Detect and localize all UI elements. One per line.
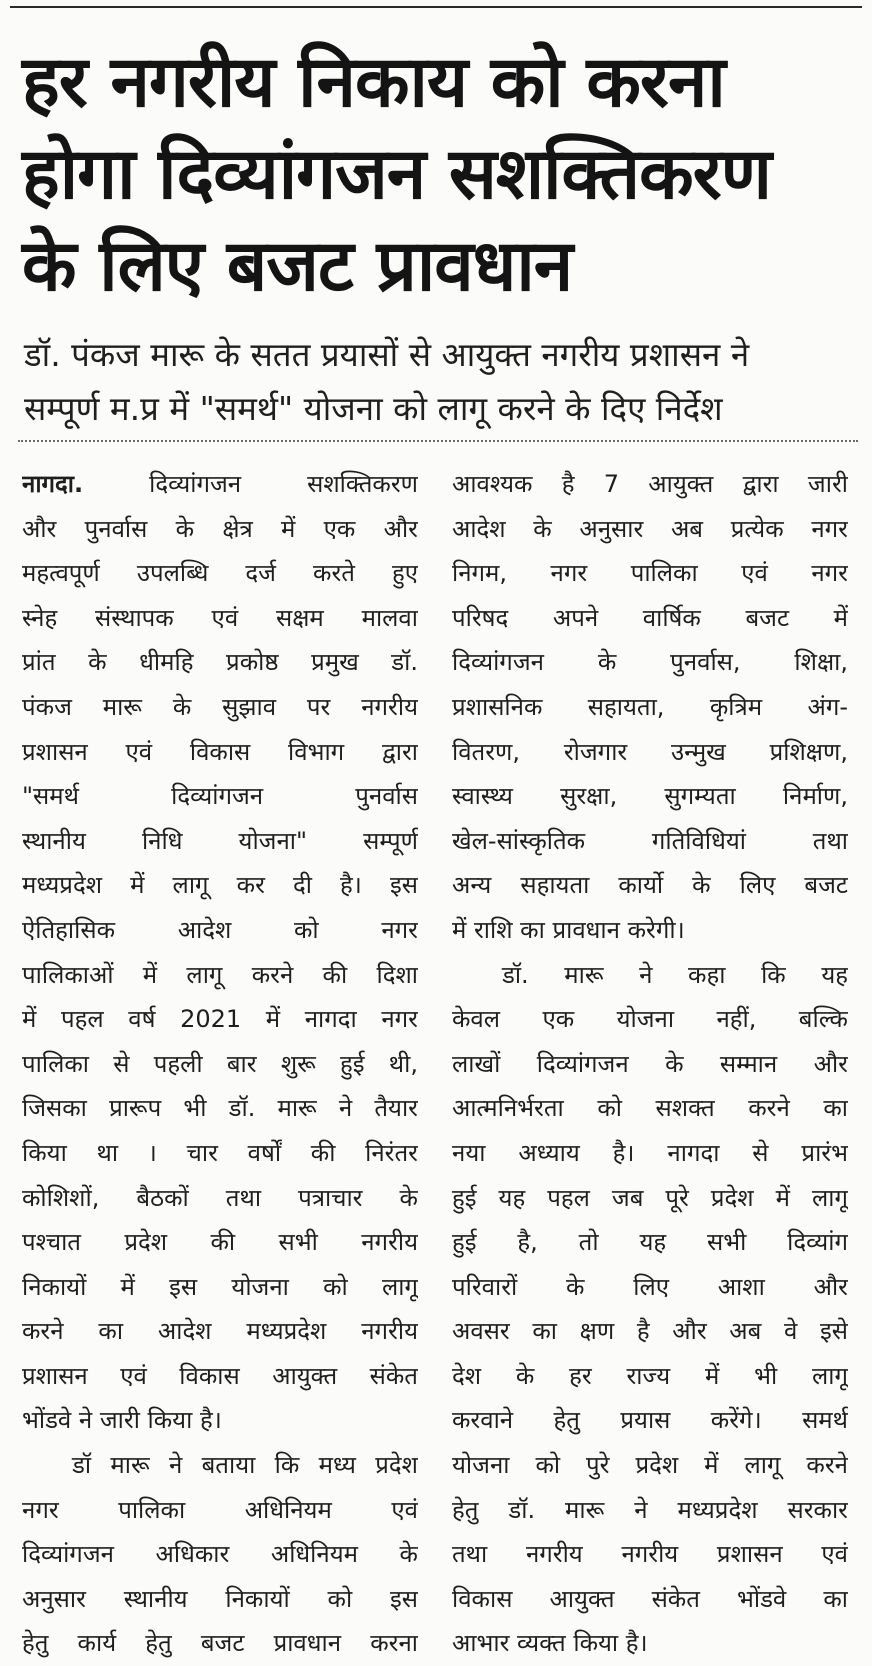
headline-line: हर नगरीय निकाय को करना	[22, 40, 725, 123]
text-line: आत्मनिर्भरता को सशक्त करने का	[452, 1094, 848, 1123]
text-line: में पहल वर्ष 2021 में नागदा नगर	[22, 1005, 418, 1034]
text-line: स्वास्थ्य सुरक्षा, सुगम्यता निर्माण,	[452, 782, 848, 811]
article-column-right	[452, 462, 848, 1666]
headline-line: के लिए बजट प्रावधान	[22, 224, 573, 307]
text-line: योजना को पुरे प्रदेश में लागू करने	[452, 1451, 848, 1480]
text-line: विकास आयुक्त संकेत भोंडवे का	[452, 1584, 848, 1613]
text-line: करने का आदेश मध्यप्रदेश नगरीय	[22, 1317, 418, 1346]
text-line: हेतु डॉ. मारू ने मध्यप्रदेश सरकार	[452, 1495, 848, 1524]
text-line: करवाने हेतु प्रयास करेंगे। समर्थ	[452, 1406, 848, 1435]
text-line: पालिकाओं में लागू करने की दिशा	[22, 960, 418, 989]
text-line: लाखों दिव्यांगजन के सम्मान और	[452, 1049, 848, 1078]
text-line: दिव्यांगजन के पुनर्वास, शिक्षा,	[452, 648, 848, 677]
text-line: मध्यप्रदेश में लागू कर दी है। इस	[22, 871, 418, 900]
text-line: डॉ मारू ने बताया कि मध्य प्रदेश	[72, 1451, 418, 1480]
text-line: आभार व्यक्त किया है।	[452, 1629, 648, 1658]
text-line: डॉ. मारू ने कहा कि यह	[502, 960, 848, 989]
text-line: निकायों में इस योजना को लागू	[22, 1272, 418, 1301]
text-line: नगर पालिका अधिनियम एवं	[22, 1495, 418, 1524]
text-line: कोशिशों, बैठकों तथा पत्राचार के	[22, 1183, 418, 1212]
text-line	[22, 462, 418, 507]
subheadline-line: डॉ. पंकज मारू के सतत प्रयासों से आयुक्त नगरीय प्रशासन ने	[24, 335, 750, 374]
text-line: पंकज मारू के सुझाव पर नगरीय	[22, 692, 418, 721]
text-line: निगम, नगर पालिका एवं नगर	[452, 559, 848, 588]
text-line: आदेश के अनुसार अब प्रत्येक नगर	[452, 514, 848, 543]
text-line: महत्वपूर्ण उपलब्धि दर्ज करते हुए	[22, 559, 418, 588]
text-line: अन्य सहायता कार्यो के लिए बजट	[452, 871, 848, 900]
headline-line: होगा दिव्यांगजन सशक्तिकरण	[22, 132, 771, 215]
text-line: नया अध्याय है। नागदा से प्रारंभ	[452, 1138, 848, 1167]
subheadline	[24, 328, 860, 436]
text-line: अनुसार स्थानीय निकायों को इस	[22, 1584, 418, 1613]
text-line: भोंडवे ने जारी किया है।	[22, 1406, 222, 1435]
subheadline-line: सम्पूर्ण म.प्र में "समर्थ" योजना को लागू करने के दिए निर्देश	[24, 389, 723, 428]
text-line: केवल एक योजना नहीं, बल्कि	[452, 1005, 848, 1034]
text-line: हेतु कार्य हेतु बजट प्रावधान करना	[22, 1629, 418, 1658]
text-line: दिव्यांगजन अधिकार अधिनियम के	[22, 1540, 418, 1569]
text-line: हुई है, तो यह सभी दिव्यांग	[452, 1228, 848, 1257]
text-line: किया था । चार वर्षों की निरंतर	[22, 1138, 418, 1167]
text-line: पालिका से पहली बार शुरू हुई थी,	[22, 1049, 418, 1078]
text-line: "समर्थ दिव्यांगजन पुनर्वास	[22, 782, 418, 811]
text-line: आवश्यक है 7 आयुक्त द्वारा जारी	[452, 470, 848, 498]
text-line: स्नेह संस्थापक एवं सक्षम मालवा	[22, 603, 418, 632]
text-line: पश्चात प्रदेश की सभी नगरीय	[22, 1228, 418, 1257]
text-line: खेल-सांस्कृतिक गतिविधियां तथा	[452, 826, 848, 855]
text-line: प्रशासन एवं विकास विभाग द्वारा	[22, 737, 418, 766]
article-column-left	[22, 462, 418, 1666]
top-rule	[10, 6, 862, 8]
text-line: और पुनर्वास के क्षेत्र में एक और	[22, 514, 418, 543]
text-line: जिसका प्रारूप भी डॉ. मारू ने तैयार	[22, 1094, 418, 1123]
text-line: परिषद अपने वार्षिक बजट में	[452, 603, 848, 632]
text-line: परिवारों के लिए आशा और	[452, 1272, 848, 1301]
text-line: ऐतिहासिक आदेश को नगर	[22, 915, 418, 944]
text-line: में राशि का प्रावधान करेगी।	[452, 915, 685, 944]
text-line: प्रांत के धीमहि प्रकोष्ठ प्रमुख डॉ.	[22, 648, 418, 677]
text-line: तथा नगरीय नगरीय प्रशासन एवं	[452, 1540, 848, 1569]
text-line: प्रशासनिक सहायता, कृत्रिम अंग-	[452, 692, 848, 721]
text-line: स्थानीय निधि योजना" सम्पूर्ण	[22, 826, 418, 855]
text-line: वितरण, रोजगार उन्मुख प्रशिक्षण,	[452, 737, 848, 766]
text-line: अवसर का क्षण है और अब वे इसे	[452, 1317, 848, 1346]
dotted-divider	[18, 440, 858, 442]
dateline: नागदा.	[22, 470, 84, 498]
text-line: हुई यह पहल जब पूरे प्रदेश में लागू	[452, 1183, 848, 1212]
text-line: देश के हर राज्य में भी लागू	[452, 1361, 848, 1390]
text-line-content: दिव्यांगजन सशक्तिकरण	[83, 470, 418, 498]
headline	[22, 36, 862, 312]
text-line: प्रशासन एवं विकास आयुक्त संकेत	[22, 1361, 418, 1390]
